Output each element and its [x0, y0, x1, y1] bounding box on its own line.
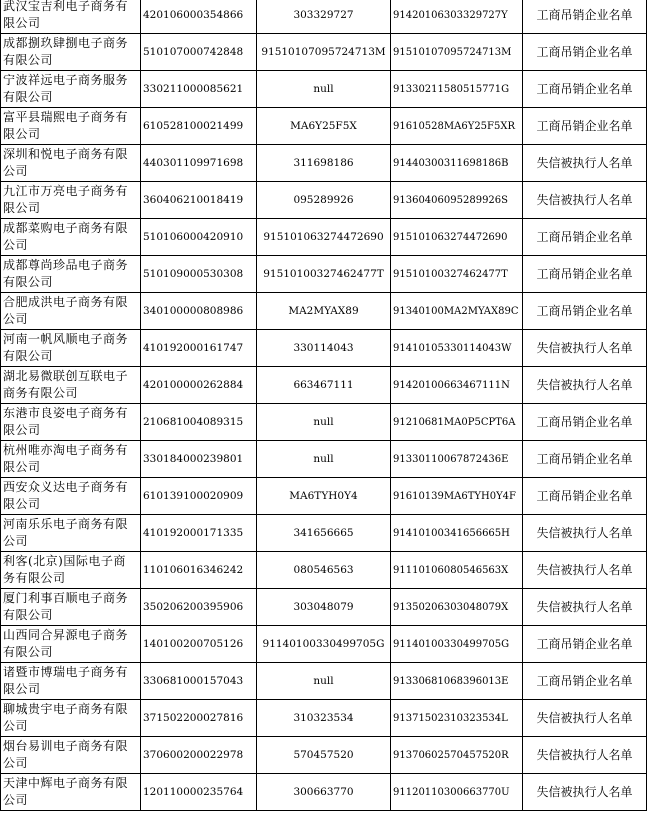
table-row: [1, 367, 647, 404]
organization-code-cell: 91510107095724713M: [257, 34, 391, 71]
list-type-cell: 失信被执行人名单: [523, 330, 647, 367]
list-type-cell: 工商吊销企业名单: [523, 71, 647, 108]
company-name-cell: 东港市良姿电子商务有限公司: [1, 404, 141, 441]
list-type-cell: 工商吊销企业名单: [523, 34, 647, 71]
list-type-cell: 工商吊销企业名单: [523, 108, 647, 145]
table-row: [1, 441, 647, 478]
company-name-cell: 成都捌玖肆捌电子商务有限公司: [1, 34, 141, 71]
organization-code-cell: 91140100330499705G: [257, 626, 391, 663]
organization-code-cell: 095289926: [257, 182, 391, 219]
organization-code-cell: 311698186: [257, 145, 391, 182]
registration-number-cell: 330681000157043: [141, 663, 257, 700]
credit-code-cell: 915101063274472690: [391, 219, 523, 256]
organization-code-cell: MA2MYAX89: [257, 293, 391, 330]
credit-code-cell: 91350206303048079X: [391, 589, 523, 626]
registration-number-cell: 350206200395906: [141, 589, 257, 626]
organization-code-cell: 663467111: [257, 367, 391, 404]
list-type-cell: 失信被执行人名单: [523, 182, 647, 219]
organization-code-cell: null: [257, 663, 391, 700]
list-type-cell: 工商吊销企业名单: [523, 626, 647, 663]
list-type-cell: 工商吊销企业名单: [523, 219, 647, 256]
registration-number-cell: 330211000085621: [141, 71, 257, 108]
registration-number-cell: 140100200705126: [141, 626, 257, 663]
registration-number-cell: 360406210018419: [141, 182, 257, 219]
company-name-cell: 深圳和悦电子商务有限公司: [1, 145, 141, 182]
table-row: [1, 108, 647, 145]
table-row: [1, 626, 647, 663]
credit-code-cell: 91330211580515771G: [391, 71, 523, 108]
table-row: [1, 774, 647, 811]
organization-code-cell: 300663770: [257, 774, 391, 811]
table-row: [1, 663, 647, 700]
company-name-cell: 武汉宝吉利电子商务有限公司: [1, 0, 141, 34]
registration-number-cell: 371502200027816: [141, 700, 257, 737]
credit-code-cell: 91210681MA0P5CPT6A: [391, 404, 523, 441]
company-name-cell: 宁波祥远电子商务服务有限公司: [1, 71, 141, 108]
registration-number-cell: 210681004089315: [141, 404, 257, 441]
registration-number-cell: 420100000262884: [141, 367, 257, 404]
list-type-cell: 失信被执行人名单: [523, 700, 647, 737]
registration-number-cell: 330184000239801: [141, 441, 257, 478]
registration-number-cell: 110106016346242: [141, 552, 257, 589]
credit-code-cell: 91440300311698186B: [391, 145, 523, 182]
organization-code-cell: null: [257, 441, 391, 478]
registration-number-cell: 410192000161747: [141, 330, 257, 367]
registration-number-cell: 120110000235764: [141, 774, 257, 811]
organization-code-cell: 080546563: [257, 552, 391, 589]
company-name-cell: 杭州唯亦淘电子商务有限公司: [1, 441, 141, 478]
table-row: [1, 182, 647, 219]
table-body: [1, 0, 647, 811]
registration-number-cell: 410192000171335: [141, 515, 257, 552]
list-type-cell: 工商吊销企业名单: [523, 404, 647, 441]
table-row: [1, 737, 647, 774]
company-name-cell: 九江市万亮电子商务有限公司: [1, 182, 141, 219]
table-row: [1, 589, 647, 626]
company-name-cell: 富平县瑞熙电子商务有限公司: [1, 108, 141, 145]
registration-number-cell: 610528100021499: [141, 108, 257, 145]
registration-number-cell: 510106000420910: [141, 219, 257, 256]
list-type-cell: 失信被执行人名单: [523, 774, 647, 811]
company-name-cell: 成都菜购电子商务有限公司: [1, 219, 141, 256]
organization-code-cell: MA6TYH0Y4: [257, 478, 391, 515]
list-type-cell: 失信被执行人名单: [523, 145, 647, 182]
list-type-cell: 工商吊销企业名单: [523, 256, 647, 293]
list-type-cell: 失信被执行人名单: [523, 515, 647, 552]
table-row: [1, 515, 647, 552]
registration-number-cell: 510107000742848: [141, 34, 257, 71]
registration-number-cell: 610139100020909: [141, 478, 257, 515]
credit-code-cell: 91371502310323534L: [391, 700, 523, 737]
list-type-cell: 工商吊销企业名单: [523, 441, 647, 478]
organization-code-cell: null: [257, 71, 391, 108]
registration-number-cell: 340100000808986: [141, 293, 257, 330]
list-type-cell: 工商吊销企业名单: [523, 293, 647, 330]
table-row: [1, 256, 647, 293]
table-row: [1, 145, 647, 182]
credit-code-cell: 91330681068396013E: [391, 663, 523, 700]
list-type-cell: 失信被执行人名单: [523, 367, 647, 404]
credit-code-cell: 91110106080546563X: [391, 552, 523, 589]
organization-code-cell: 570457520: [257, 737, 391, 774]
table-row: [1, 71, 647, 108]
organization-code-cell: 91510100327462477T: [257, 256, 391, 293]
company-name-cell: 厦门利事百顺电子商务有限公司: [1, 589, 141, 626]
company-name-cell: 合肥成洪电子商务有限公司: [1, 293, 141, 330]
credit-code-cell: 91410100341656665H: [391, 515, 523, 552]
credit-code-cell: 91420100663467111N: [391, 367, 523, 404]
table-row: [1, 34, 647, 71]
credit-code-cell: 91120110300663770U: [391, 774, 523, 811]
credit-code-cell: 91370602570457520R: [391, 737, 523, 774]
company-name-cell: 利客(北京)国际电子商务有限公司: [1, 552, 141, 589]
company-name-cell: 聊城贵宇电子商务有限公司: [1, 700, 141, 737]
table-row: [1, 404, 647, 441]
table-row: [1, 293, 647, 330]
table-row: [1, 0, 647, 34]
organization-code-cell: MA6Y25F5X: [257, 108, 391, 145]
registration-number-cell: 420106000354866: [141, 0, 257, 34]
list-type-cell: 失信被执行人名单: [523, 552, 647, 589]
organization-code-cell: 330114043: [257, 330, 391, 367]
company-name-cell: 西安众义达电子商务有限公司: [1, 478, 141, 515]
organization-code-cell: 341656665: [257, 515, 391, 552]
list-type-cell: 工商吊销企业名单: [523, 478, 647, 515]
organization-code-cell: 303329727: [257, 0, 391, 34]
table-row: [1, 330, 647, 367]
organization-code-cell: null: [257, 404, 391, 441]
company-name-cell: 河南一帆风顺电子商务有限公司: [1, 330, 141, 367]
registration-number-cell: 510109000530308: [141, 256, 257, 293]
company-name-cell: 山西同合昇源电子商务有限公司: [1, 626, 141, 663]
credit-code-cell: 91360406095289926S: [391, 182, 523, 219]
organization-code-cell: 310323534: [257, 700, 391, 737]
credit-code-cell: 91510100327462477T: [391, 256, 523, 293]
credit-code-cell: 91330110067872436E: [391, 441, 523, 478]
table-row: [1, 219, 647, 256]
credit-code-cell: 91340100MA2MYAX89C: [391, 293, 523, 330]
credit-code-cell: 91410105330114043W: [391, 330, 523, 367]
table-row: [1, 552, 647, 589]
registration-number-cell: 440301109971698: [141, 145, 257, 182]
credit-code-cell: 91420106303329727Y: [391, 0, 523, 34]
credit-code-cell: 91510107095724713M: [391, 34, 523, 71]
table-row: [1, 700, 647, 737]
credit-code-cell: 91610139MA6TYH0Y4F: [391, 478, 523, 515]
registration-number-cell: 370600200022978: [141, 737, 257, 774]
credit-code-cell: 91610528MA6Y25F5XR: [391, 108, 523, 145]
company-name-cell: 河南乐乐电子商务有限公司: [1, 515, 141, 552]
organization-code-cell: 303048079: [257, 589, 391, 626]
company-name-cell: 天津中辉电子商务有限公司: [1, 774, 141, 811]
list-type-cell: 失信被执行人名单: [523, 737, 647, 774]
list-type-cell: 工商吊销企业名单: [523, 663, 647, 700]
list-type-cell: 失信被执行人名单: [523, 589, 647, 626]
credit-code-cell: 91140100330499705G: [391, 626, 523, 663]
table-row: [1, 478, 647, 515]
company-name-cell: 湖北易微联创互联电子商务有限公司: [1, 367, 141, 404]
organization-code-cell: 915101063274472690: [257, 219, 391, 256]
company-name-cell: 成都尊尚珍品电子商务有限公司: [1, 256, 141, 293]
company-name-cell: 诸暨市博瑞电子商务有限公司: [1, 663, 141, 700]
list-type-cell: 工商吊销企业名单: [523, 0, 647, 34]
company-name-cell: 烟台易训电子商务有限公司: [1, 737, 141, 774]
